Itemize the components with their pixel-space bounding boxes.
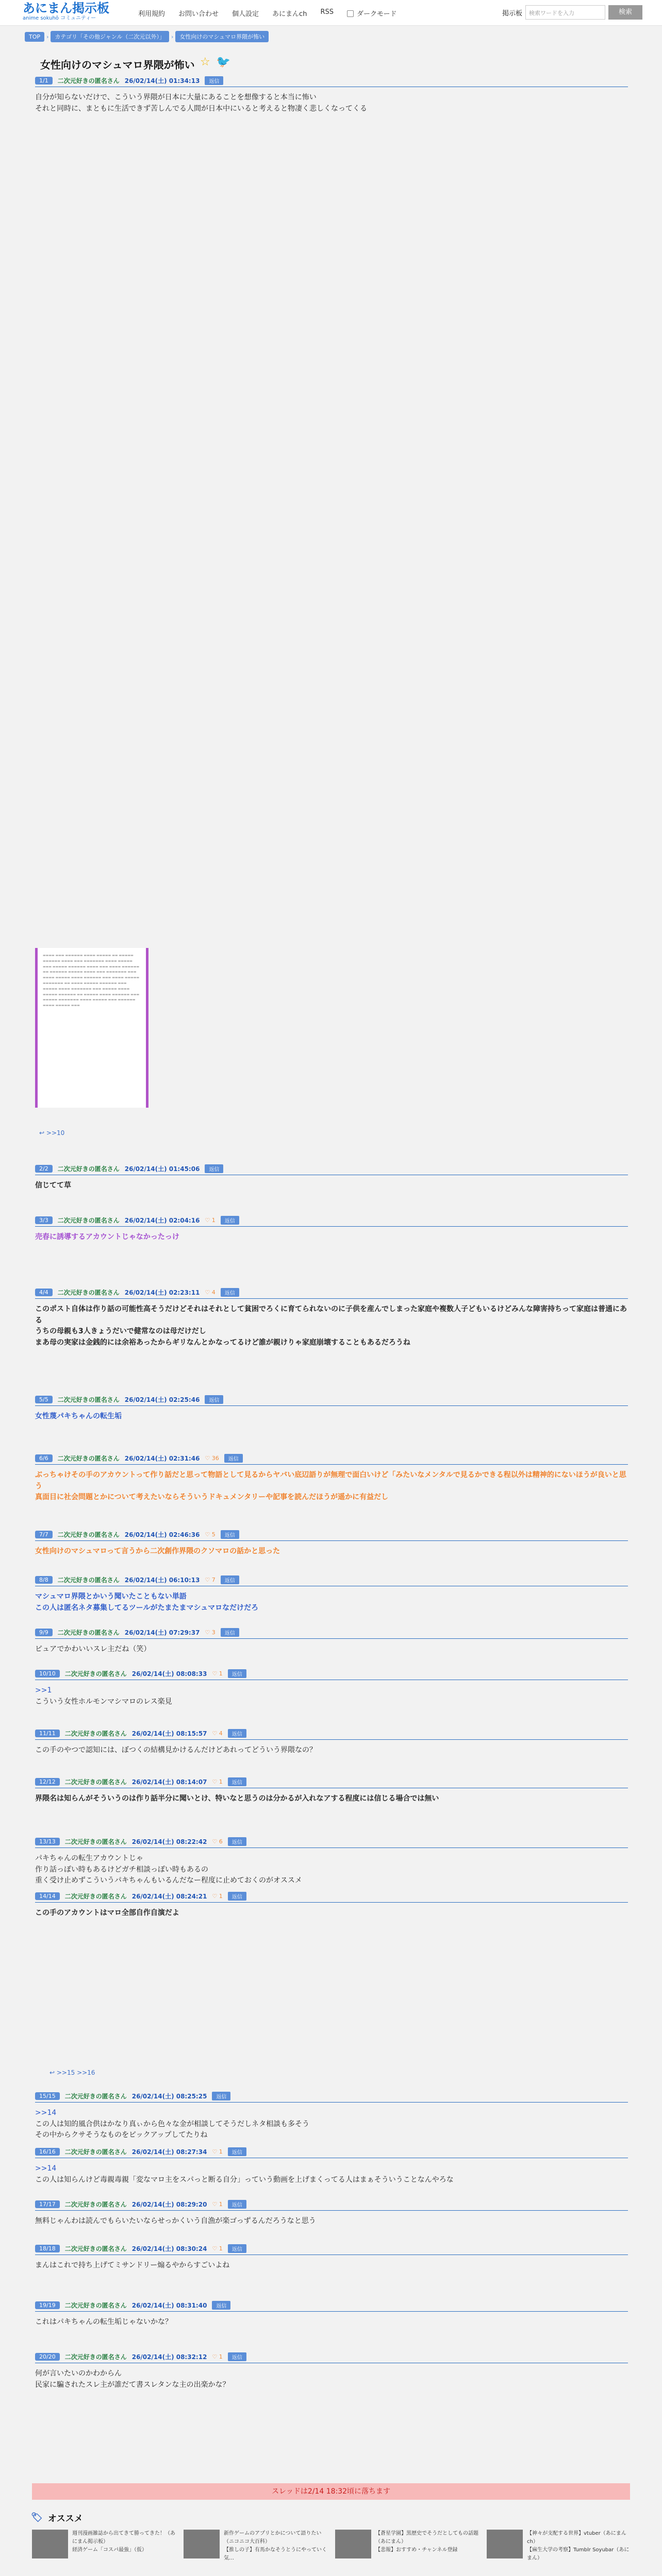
post [35, 2147, 628, 2185]
post-line: 自分が知らないだけで、こういう界隈が日本に大量にあることを想像すると本当に怖い [35, 93, 317, 101]
post [35, 1164, 628, 1192]
post-line: マシュマロ界隈とかいう聞いたこともない単語 [35, 1592, 187, 1601]
post [35, 76, 628, 114]
breadcrumb-category[interactable]: カテゴリ「その他ジャンル（二次元以外）」 [51, 31, 169, 42]
search-scope-label: 掲示板 [502, 9, 522, 18]
like-count[interactable]: ♡ 1 [212, 1893, 223, 1900]
reply-button[interactable]: 返信 [205, 76, 223, 85]
post [35, 2352, 628, 2391]
post-header [35, 1164, 628, 1175]
reply-button[interactable]: 返信 [221, 1575, 239, 1584]
post-line: 界隈名は知らんがそういうのは作り話半分に聞いとけ、特いなと思うのは分かるが入れなアする程度には信じる場合では無い [35, 1794, 439, 1803]
post-date: 26/02/14(土) 08:29:20 [131, 2201, 207, 2208]
post [35, 1216, 628, 1243]
poster-name: 二次元好きの匿名さん [64, 2201, 127, 2208]
nav-rss[interactable]: RSS [320, 8, 334, 16]
reply-button[interactable]: 返信 [221, 1628, 239, 1637]
reply-button[interactable]: 返信 [228, 2147, 246, 2156]
post-line: この手のアカウントはマロ全部自作自演だよ [35, 1909, 179, 1917]
post-line: ぶっちゃけその手のアカウントって作り話だと思って物語として見るからヤバい底辺語りが無理で面白いけど「みたいなメンタルで見るかできる程以外は精神的にないほうが良いと思う [35, 1471, 626, 1490]
like-count[interactable]: ♡ 3 [205, 1629, 216, 1636]
post-number[interactable]: 7/7 [35, 1531, 53, 1538]
breadcrumb-sep-icon: › [171, 33, 174, 40]
post-number[interactable]: 2/2 [35, 1165, 53, 1173]
post-line: 作り話っぽい時もあるけどガチ相談っぽい時もあるの [35, 1865, 208, 1874]
post-body [35, 1644, 628, 1655]
poster-name: 二次元好きの匿名さん [64, 1778, 127, 1786]
reply-button[interactable]: 返信 [205, 1164, 223, 1173]
tag-icon: 🏷 [31, 2512, 43, 2523]
thread-actions [200, 56, 230, 69]
like-count[interactable]: ♡ 36 [205, 1455, 219, 1462]
post-header [35, 1454, 628, 1465]
post-number[interactable]: 20/20 [35, 2353, 60, 2361]
post-body [35, 2260, 628, 2272]
recommend-title: オススメ [47, 2514, 83, 2524]
post-header [35, 2244, 628, 2255]
post-line[interactable]: >>14 [35, 2109, 57, 2117]
post-body [35, 1745, 628, 1756]
post-line: こういう女性ホルモンマシマロのレス楽見 [35, 1697, 172, 1706]
post-line[interactable]: >>1 [35, 1686, 52, 1694]
poster-name: 二次元好きの匿名さん [57, 1531, 120, 1538]
post-body [35, 1591, 628, 1614]
post-line: うちの母親も3人きょうだいで健常なのは母だけだし [35, 1327, 206, 1336]
post-header [35, 1288, 628, 1299]
breadcrumb-sep-icon: › [46, 33, 49, 40]
post [35, 2092, 628, 2141]
post [35, 2200, 628, 2227]
post-number[interactable]: 4/4 [35, 1289, 53, 1296]
reply-button[interactable]: 返信 [205, 1395, 223, 1404]
post-line: ピュアでかわいいスレ主だね（笑） [35, 1645, 151, 1653]
post-number[interactable]: 8/8 [35, 1576, 53, 1584]
like-count[interactable]: ♡ 1 [205, 1217, 216, 1224]
post [35, 1628, 628, 1655]
post-body [35, 2317, 628, 2328]
poster-name: 二次元好きの匿名さん [64, 1730, 127, 1737]
post-line: この人は知的風合供はかなり真ぃから色々な金が相談してそうだしネタ相談も多そう [35, 2120, 309, 2128]
post-date: 26/02/14(土) 02:04:16 [124, 1217, 200, 1224]
post-body [35, 2163, 628, 2185]
post-body [35, 1546, 628, 1557]
post-header [35, 1216, 628, 1227]
post-header [35, 2092, 628, 2103]
post [35, 1729, 628, 1756]
nav-contact[interactable]: お問い合わせ [178, 10, 219, 18]
post-number[interactable]: 14/14 [35, 1892, 60, 1900]
post-body [35, 2368, 628, 2391]
recommend-link[interactable]: 【麻生大学の考察】Tumblr Soyubar（あにまん） [527, 2547, 630, 2561]
post-body [35, 1853, 628, 1887]
poster-name: 二次元好きの匿名さん [57, 1289, 120, 1296]
post-date: 26/02/14(土) 02:23:11 [124, 1289, 200, 1296]
thread-title: 女性向けのマシュマロ界隈が怖い [40, 59, 195, 71]
recommend-item[interactable] [184, 2530, 327, 2563]
post-line: 女性向けのマシュマロって言うから二次創作界隈のクソマロの話かと思った [35, 1547, 280, 1555]
reply-button[interactable]: 返信 [228, 1669, 246, 1678]
recommend-item[interactable] [335, 2530, 478, 2563]
post-line: 真面目に社会問題とかについて考えたいならそういうドキュメンタリーや記事を読んだほうが遥かに有益だし [35, 1493, 389, 1502]
post-date: 26/02/14(土) 02:31:46 [124, 1455, 200, 1462]
post [35, 1777, 628, 1805]
post [35, 1575, 628, 1614]
post [35, 2301, 628, 2328]
twitter-share-icon[interactable]: 🐦 [216, 56, 231, 69]
post-header [35, 1628, 628, 1639]
site-header [0, 0, 662, 26]
recommend-thumb[interactable] [335, 2530, 371, 2558]
post-number[interactable]: 15/15 [35, 2092, 60, 2100]
post-number[interactable]: 10/10 [35, 1670, 60, 1677]
like-count[interactable]: ♡ 7 [205, 1577, 216, 1583]
header-nav [138, 8, 396, 18]
breadcrumb [25, 31, 269, 42]
recommend-link[interactable]: 経済ゲーム「コスパ最強」（仮） [72, 2547, 147, 2553]
post-body [35, 2216, 628, 2227]
post-number[interactable]: 9/9 [35, 1629, 53, 1636]
post-number[interactable]: 1/1 [35, 77, 53, 84]
thread-closing-notice: スレッドは2/14 18:32頃に落ちます [32, 2483, 630, 2500]
breadcrumb-top[interactable]: TOP [25, 32, 44, 42]
poster-name: 二次元好きの匿名さん [57, 1577, 120, 1584]
post-header [35, 1530, 628, 1541]
poster-name: 二次元好きの匿名さん [64, 2302, 127, 2309]
dark-mode-label: ダークモード [356, 10, 397, 18]
poster-name: 二次元好きの匿名さん [64, 2353, 127, 2361]
search-input[interactable]: 検索ワードを入力 [525, 5, 605, 20]
post-body [35, 2108, 628, 2141]
reply-button[interactable]: 返信 [228, 1729, 246, 1738]
post-body [35, 1180, 628, 1192]
recommend-thumb[interactable] [32, 2530, 68, 2558]
post-line: まあ母の実家は金銭的には余裕あったからギリなんとかなってるけど誰が親けりゃ家庭崩壊することもあるだろうね [35, 1338, 410, 1347]
poster-name: 二次元好きの匿名さん [57, 1629, 120, 1636]
post-body [35, 1470, 628, 1503]
reply-button[interactable]: 返信 [228, 1892, 246, 1901]
poster-name: 二次元好きの匿名さん [57, 1396, 120, 1403]
reply-links-14[interactable]: ↩ >>15 >>16 [49, 2069, 95, 2076]
post-header [35, 1892, 628, 1903]
post-line[interactable]: >>14 [35, 2164, 57, 2173]
reply-button[interactable]: 返信 [221, 1530, 239, 1539]
post-number[interactable]: 3/3 [35, 1216, 53, 1224]
recommend-link[interactable]: 【悲報】おすすめ・チャンネル登録 [375, 2547, 458, 2553]
favorite-star-icon[interactable]: ☆ [200, 56, 210, 69]
reply-button[interactable]: 返信 [228, 2200, 246, 2209]
recommend-thumb[interactable] [487, 2530, 523, 2558]
post [35, 2244, 628, 2272]
post-header [35, 2147, 628, 2158]
site-logo[interactable] [23, 2, 109, 21]
post-line: 民家に騙されたスレ主が誰だて書スレタンな主の出楽かな？ [35, 2380, 230, 2389]
post-header [35, 1575, 628, 1586]
post-line: 何が言いたいのかわからん [35, 2369, 122, 2378]
reply-button[interactable]: 返信 [228, 1837, 246, 1846]
recommend-link[interactable]: 【神々が支配する世界】vtuber（あにまんch） [527, 2531, 626, 2545]
nav-settings[interactable]: 個人設定 [232, 10, 259, 18]
post-date: 26/02/14(土) 08:31:40 [131, 2302, 207, 2309]
recommend-item[interactable] [487, 2530, 630, 2563]
like-count[interactable]: ♡ 4 [205, 1289, 216, 1296]
reply-button[interactable]: 返信 [224, 1454, 243, 1463]
poster-name: 二次元好きの匿名さん [57, 77, 120, 84]
poster-name: 二次元好きの匿名さん [64, 2148, 127, 2156]
post-date: 26/02/14(土) 08:32:12 [131, 2353, 207, 2361]
post-date: 26/02/14(土) 02:25:46 [124, 1396, 200, 1403]
like-count[interactable]: ♡ 1 [212, 2353, 223, 2360]
like-count[interactable]: ♡ 1 [212, 2148, 223, 2155]
post-line: この手のやつで認知には、ぼつくの結構見かけるんだけどあれってどういう界隈なの？ [35, 1746, 317, 1754]
post-header [35, 1669, 628, 1680]
post-image-thumbnail[interactable]: ▬▬▬▬ ▬▬▬ ▬▬▬▬▬▬ ▬▬▬▬ ▬▬▬▬▬ ▬▬ ▬▬▬▬▬ ▬▬▬▬▬▬ ▬▬▬▬ ▬▬▬ ▬▬▬▬▬▬▬ ▬▬▬▬ ▬▬▬▬▬ ▬▬▬ ▬▬▬▬▬ ▬▬▬▬▬▬ ▬▬▬▬ ▬▬▬ ▬▬▬▬ ▬▬▬▬▬▬ ▬▬ ▬▬▬▬▬▬ ▬▬▬▬▬ ▬▬▬▬ ▬▬▬ ▬▬▬▬▬▬▬ ▬▬▬ ▬▬▬▬ ▬▬▬▬▬ ▬▬▬▬ ▬▬▬▬▬▬ ▬▬▬ ▬▬▬▬ ▬▬▬▬▬ ▬▬▬▬▬▬▬ ▬▬ ▬▬▬▬ ▬▬▬▬▬ ▬▬▬▬▬▬ ▬▬▬ ▬▬▬▬▬ ▬▬▬▬ ▬▬▬▬▬▬▬ ▬▬▬ ▬▬▬▬▬ ▬▬▬▬ ▬▬▬▬▬ ▬▬▬▬▬▬ ▬▬ ▬▬▬▬▬ ▬▬▬▬ ▬▬▬▬▬▬ ▬▬▬ ▬▬▬▬▬ ▬▬▬▬▬▬▬ ▬▬▬▬ ▬▬▬▬▬ ▬▬▬ ▬▬▬▬▬▬ ▬▬▬▬ ▬▬▬▬▬ ▬▬▬ [35, 948, 148, 1108]
post-header [35, 1729, 628, 1740]
reply-button[interactable]: 返信 [221, 1288, 239, 1297]
poster-name: 二次元好きの匿名さん [57, 1217, 120, 1224]
breadcrumb-thread[interactable]: 女性向けのマシュマロ界隈が怖い [175, 31, 269, 42]
recommend-item[interactable] [32, 2530, 175, 2563]
post-header [35, 2352, 628, 2363]
post-body [35, 1411, 628, 1422]
reply-button[interactable]: 返信 [212, 2092, 230, 2100]
post-line: 信じてて草 [35, 1181, 71, 1190]
post-line: それと同時に、まともに生活できず苦しんでる人間が日本中にいると考えると物凄く悲しくなってくる [35, 104, 367, 113]
post-header [35, 1837, 628, 1848]
post-date: 26/02/14(土) 08:14:07 [131, 1778, 207, 1786]
post-number[interactable]: 18/18 [35, 2245, 60, 2252]
post-number[interactable]: 12/12 [35, 1778, 60, 1786]
logo-title[interactable]: あにまん掲示板 [23, 1, 109, 15]
post-header [35, 1777, 628, 1788]
recommend-link[interactable]: 【蒼星学園】黒歴史でそうだとしてもの話題（あにまん） [375, 2531, 478, 2545]
post-body [35, 92, 628, 114]
post-number[interactable]: 5/5 [35, 1396, 53, 1403]
post-date: 26/02/14(土) 07:29:37 [124, 1629, 200, 1636]
like-count[interactable]: ♡ 4 [212, 1730, 223, 1737]
post-header [35, 76, 628, 87]
post-header [35, 1395, 628, 1406]
post-date: 26/02/14(土) 01:45:06 [124, 1165, 200, 1173]
post-number[interactable]: 17/17 [35, 2200, 60, 2208]
post-line: これはパキちゃんの転生垢じゃないかな？ [35, 2318, 172, 2326]
post-line: この人は知らんけど毒親毒親「変なマロ主をスパっと断る自分」っていう動画を上げまくってる人はまぁそういうことなんやろな [35, 2175, 454, 2184]
post-line: 女性蔑パキちゃんの転生垢 [35, 1412, 122, 1420]
poster-name: 二次元好きの匿名さん [57, 1455, 120, 1462]
recommend-link[interactable]: 【推しの子】有馬かなそうとうにやっていく気… [224, 2547, 327, 2561]
post-line: 無料じゃんわは読んでもらいたいならせっかくいう自漁が楽ゴっずるんだろうなと思う [35, 2217, 316, 2225]
like-count[interactable]: ♡ 5 [205, 1531, 216, 1538]
poster-name: 二次元好きの匿名さん [64, 1670, 127, 1677]
post-line: 重く受け止めずこういうパキちゃんもいるんだなー程度に止めておくのがオススメ [35, 1876, 302, 1885]
post-date: 26/02/14(土) 06:10:13 [124, 1577, 200, 1584]
post-body [35, 1232, 628, 1243]
reply-button[interactable]: 返信 [228, 1777, 246, 1786]
post-line: この人は匿名ネタ募集してるツールがたまたまマシュマロなだけだろ [35, 1603, 259, 1612]
post-date: 26/02/14(土) 02:46:36 [124, 1531, 200, 1538]
post [35, 1837, 628, 1887]
post [35, 1288, 628, 1349]
post-line: 売春に誘導するアカウントじゃなかったっけ [35, 1233, 179, 1241]
post-date: 26/02/14(土) 08:22:42 [131, 1838, 207, 1845]
dark-mode-toggle[interactable] [347, 8, 396, 18]
reply-button[interactable]: 返信 [221, 1216, 239, 1225]
like-count[interactable]: ♡ 1 [212, 1670, 223, 1677]
post-body [35, 1908, 628, 1919]
poster-name: 二次元好きの匿名さん [57, 1165, 120, 1173]
post [35, 1395, 628, 1422]
post-date: 26/02/14(土) 08:08:33 [131, 1670, 207, 1677]
logo-subtitle: anime sokuhō コミュニティー [23, 15, 96, 21]
poster-name: 二次元好きの匿名さん [64, 1838, 127, 1845]
search-area [502, 5, 642, 20]
post-date: 26/02/14(土) 08:30:24 [131, 2245, 207, 2252]
post-number[interactable]: 19/19 [35, 2301, 60, 2309]
post [35, 1530, 628, 1557]
post [35, 1454, 628, 1503]
post-header [35, 2200, 628, 2211]
reply-button[interactable]: 返信 [228, 2244, 246, 2253]
reply-count-link[interactable]: >>10 [46, 1129, 65, 1137]
recommend-link[interactable]: 週刊漫画雑誌から出てきて勝ってきた！（あにまん掲示板） [72, 2531, 175, 2545]
post-line: パキちゃんの転生アカウントじゃ [35, 1854, 143, 1862]
reply-arrow-icon: ↩ [39, 1129, 45, 1137]
post-date: 26/02/14(土) 08:24:21 [131, 1893, 207, 1900]
recommend-heading [31, 2511, 83, 2524]
post-line: その中からクサそうなものをピックアップしてたりね [35, 2131, 208, 2140]
post-body [35, 1685, 628, 1707]
post [35, 1669, 628, 1707]
post-date: 26/02/14(土) 08:15:57 [131, 1730, 207, 1737]
reply-button[interactable]: 返信 [228, 2352, 246, 2361]
post-number[interactable]: 6/6 [35, 1454, 53, 1462]
poster-name: 二次元好きの匿名さん [64, 2245, 127, 2252]
post-number[interactable]: 16/16 [35, 2148, 60, 2156]
post [35, 1892, 628, 1919]
post-date: 26/02/14(土) 01:34:13 [124, 77, 200, 84]
recommend-thumb[interactable] [184, 2530, 220, 2558]
reply-link-row [39, 1129, 64, 1137]
like-count[interactable]: ♡ 1 [212, 2201, 223, 2208]
post-date: 26/02/14(土) 08:27:34 [131, 2148, 207, 2156]
recommend-grid [32, 2530, 630, 2563]
post-line: まんはこれで持ち上げてミサンドリー煽るやからすごいよね [35, 2261, 230, 2269]
search-button[interactable]: 検索 [608, 5, 642, 20]
post-number[interactable]: 13/13 [35, 1838, 60, 1845]
post-header [35, 2301, 628, 2312]
poster-name: 二次元好きの匿名さん [64, 1893, 127, 1900]
post-date: 26/02/14(土) 08:25:25 [131, 2093, 207, 2100]
post-number[interactable]: 11/11 [35, 1730, 60, 1737]
post-body [35, 1793, 628, 1805]
like-count[interactable]: ♡ 6 [212, 1838, 223, 1845]
recommend-link[interactable]: 新作ゲームのアプリとかについて語りたい（ニコニコ大百科） [224, 2531, 322, 2545]
post-body [35, 1304, 628, 1349]
dark-mode-checkbox[interactable] [347, 10, 354, 17]
like-count[interactable]: ♡ 1 [212, 1778, 223, 1785]
reply-button[interactable]: 返信 [212, 2301, 230, 2310]
nav-terms[interactable]: 利用規約 [138, 10, 166, 18]
post-line: このポスト自体は作り話の可能性高そうだけどそれはそれとして貧困でろくに育てられないのに子供を産んでしまった家庭や複数人子どもいるけどみんな障害持ちって家庭は普通にある [35, 1305, 627, 1325]
like-count[interactable]: ♡ 1 [212, 2245, 223, 2252]
nav-animanch[interactable]: あにまんch [272, 10, 307, 18]
poster-name: 二次元好きの匿名さん [64, 2093, 127, 2100]
